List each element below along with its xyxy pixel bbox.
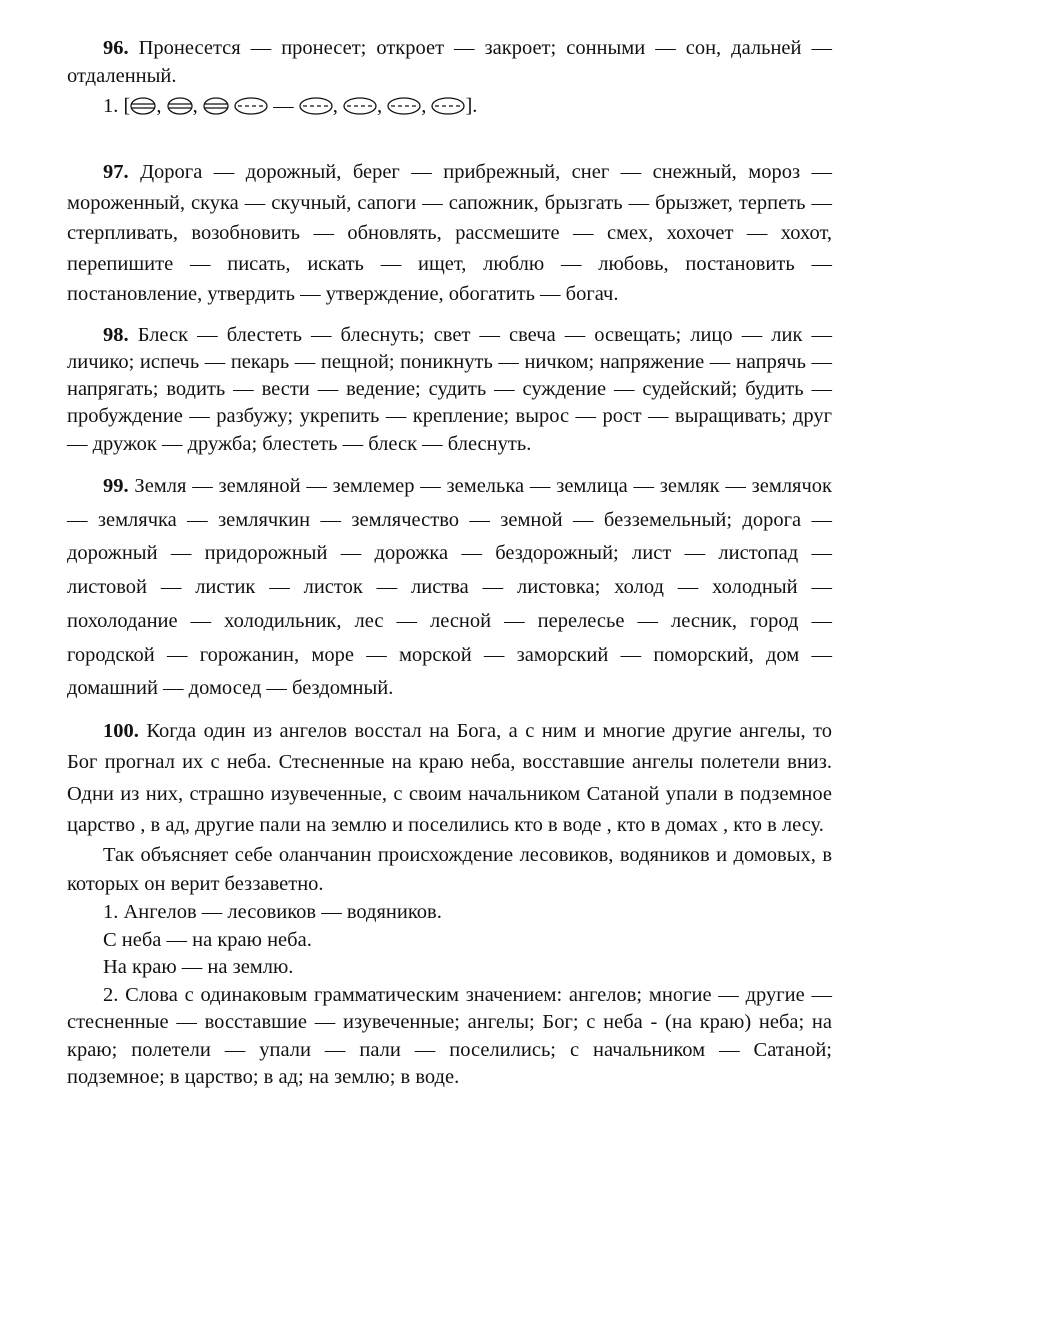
exercise-text: Дорога — дорожный, берег — прибрежный, снег — снежный, мороз — мороженный, скука — скучный, сапоги — сапожник, брызгать — брызжет, терпеть — стерпливать, возобновить — обновлять, рассмешите — смех, хохочет — хохот, перепишите — писать, искать — ищет, люблю — любовь, постановить — постановление, утвердить — утверждение, обогатить — богач. <box>67 161 832 305</box>
schema-suffix: ]. <box>465 95 478 117</box>
schema-comma: , <box>192 95 198 117</box>
underlined-word-icon <box>130 97 156 115</box>
dashed-word-icon <box>431 97 465 115</box>
schema-comma: , <box>376 95 383 117</box>
page <box>67 34 832 1092</box>
schema-dash: — <box>273 95 294 117</box>
exercise-number: 96. <box>103 37 129 59</box>
exercise-number: 97. <box>103 161 129 183</box>
exercise-number: 98. <box>103 323 129 346</box>
answer-line: 1. Ангелов — лесовиков — водяников. <box>103 901 442 924</box>
exercise-text: Земля — земляной — землемер — земелька — землица — земляк — землячок — землячка — землячкин — землячество — земной — безземельный; дорога — дорожный — придорожный — дорожка — бездорожный; лист — листопад — листовой — листик — листок — листва — листовка; холод — холодный — похолодание — холодильник, лес — лесной — перелесье — лесник, город — городской — горожанин, море — морской — заморский — поморский, дом — домашний — домосед — бездомный. <box>67 474 832 700</box>
dashed-word-icon <box>343 97 377 115</box>
exercise-98-text <box>67 322 832 458</box>
dashed-word-icon <box>387 97 421 115</box>
exercise-99-text <box>67 470 832 706</box>
exercise-99 <box>67 470 832 706</box>
exercise-number: 99. <box>103 474 129 497</box>
exercise-96 <box>67 34 832 121</box>
schema-comma: , <box>156 95 162 117</box>
exercise-98 <box>67 322 832 458</box>
exercise-96-text <box>67 34 832 90</box>
exercise-text: Пронесется — пронесет; откроет — закроет; сонными — сон, дальней — отдаленный. <box>67 37 832 87</box>
answer-line: На краю — на землю. <box>103 956 294 979</box>
exercise-97-text <box>67 157 832 310</box>
exercise-number: 100. <box>103 719 139 742</box>
answer-line: С неба — на краю неба. <box>103 928 312 951</box>
dashed-word-icon <box>234 97 268 115</box>
exercise-text-continuation: Так объясняет себе оланчанин происхождение лесовиков, водяников и домовых, в которых он верит беззаветно. <box>67 844 832 896</box>
underlined-word-icon <box>203 97 229 115</box>
underlined-word-icon <box>167 97 193 115</box>
answer-paragraph: 2. Слова с одинаковым грамматическим значением: ангелов; многие — другие — стесненные — восставшие — изувеченные; ангелы; Бог; с неба - (на краю) неба; на краю; полетели — упали — пали — поселились; с начальником — Сатаной; подземное; в царство; в ад; на землю; в воде. <box>67 983 832 1089</box>
exercise-text: Блеск — блестеть — блеснуть; свет — свеча — освещать; лицо — лик — личико; испечь — пекарь — пещной; поникнуть — ничком; напряжение — напрячь — напрягать; водить — вести — ведение; судить — суждение — судейский; будить — пробуждение — разбужу; укрепить — крепление; вырос — рост — выращивать; друг — дружок — дружба; блестеть — блеск — блеснуть. <box>67 323 832 455</box>
exercise-100-text <box>67 716 832 841</box>
schema-prefix: 1. [ <box>103 95 131 117</box>
schema-comma: , <box>332 95 338 117</box>
sentence-schema <box>67 91 832 121</box>
exercise-97 <box>67 157 832 310</box>
exercise-100-answers <box>67 841 832 1092</box>
exercise-text: Когда один из ангелов восстал на Бога, а с ним и многие другие ангелы, то Бог прогнал их с неба. Стесненные на краю неба, восставшие ангелы полетели вниз. Одни из них, страшно изувеченные, с своим начальником Сатаной упали в подземное царство , в ад, другие пали на землю и поселились кто в воде , кто в домах , кто в лесу. <box>67 719 832 836</box>
exercise-100 <box>67 716 832 1092</box>
schema-comma: , <box>421 95 427 117</box>
dashed-word-icon <box>299 97 333 115</box>
